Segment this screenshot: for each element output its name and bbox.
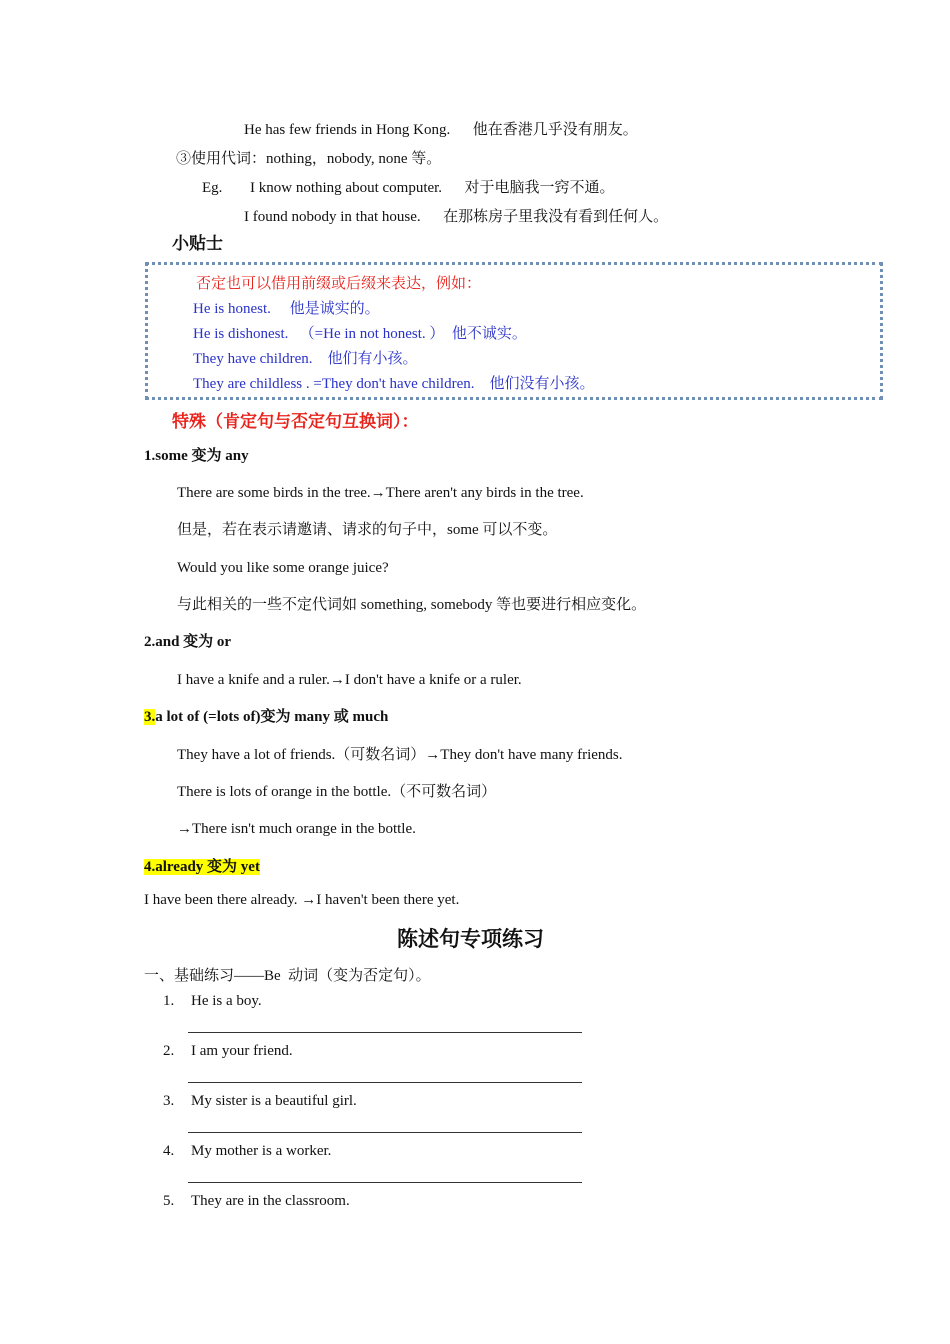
answer-blank[interactable] <box>188 1082 582 1083</box>
rule-heading-4 <box>144 857 260 877</box>
exercise-sentence: My mother is a worker. <box>191 1143 332 1159</box>
example-sentence: I found nobody in that house. 在那栋房子里我没有看到任何人。 <box>244 209 669 225</box>
tip-title: 小贴士 <box>172 234 223 254</box>
tip-example: He is honest. 他是诚实的。 <box>193 301 380 317</box>
tip-example: He is dishonest. （=He in not honest. ） 他不诚实。 <box>193 326 527 342</box>
special-heading: 特殊（肯定句与否定句互换词）： <box>172 412 419 432</box>
rule-line: 但是，若在表示请邀请、请求的句子中，some 可以不变。 <box>177 522 558 538</box>
example-sentence: He has few friends in Hong Kong. 他在香港几乎没有朋友。 <box>244 122 638 138</box>
tip-intro: 否定也可以借用前缀或后缀来表达，例如： <box>196 276 482 292</box>
exercise-sentence: My sister is a beautiful girl. <box>191 1093 357 1109</box>
rule-line: Would you like some orange juice? <box>177 560 389 576</box>
tip-example: They have children. 他们有小孩。 <box>193 351 418 367</box>
rule-line: They have a lot of friends.（可数名词）→They don't have many friends. <box>177 747 623 763</box>
exercise-number: 5. <box>163 1193 175 1209</box>
rule-pronouns: ③使用代词：nothing，nobody, none 等。 <box>176 151 442 167</box>
exercise-title: 陈述句专项练习 <box>397 927 544 951</box>
rule-heading-1: 1.some 变为 any <box>144 448 249 464</box>
rule-heading-2: 2.and 变为 or <box>144 634 232 650</box>
exercise-sentence: They are in the classroom. <box>191 1193 350 1209</box>
exercise-part-heading: 一、基础练习——Be 动词（变为否定句）。 <box>144 968 431 984</box>
exercise-sentence: He is a boy. <box>191 993 262 1009</box>
exercise-sentence: I am your friend. <box>191 1043 293 1059</box>
exercise-number: 3. <box>163 1093 175 1109</box>
answer-blank[interactable] <box>188 1032 582 1033</box>
rule-line: I have a knife and a ruler.→I don't have a knife or a ruler. <box>177 672 522 688</box>
rule-line: →There isn't much orange in the bottle. <box>177 821 416 837</box>
highlight-heading: 4.already 变为 yet <box>144 859 260 875</box>
eg-label: Eg. <box>202 180 223 196</box>
rule-heading-3 <box>144 707 388 727</box>
exercise-number: 1. <box>163 993 175 1009</box>
answer-blank[interactable] <box>188 1182 582 1183</box>
highlight-number: 3. <box>144 709 156 725</box>
rule-line: There are some birds in the tree.→There aren't any birds in the tree. <box>177 485 584 501</box>
rule-heading-3-text: a lot of (=lots of)变为 many 或 much <box>155 709 389 725</box>
exercise-number: 4. <box>163 1143 175 1159</box>
tip-example: They are childless . =They don't have children. 他们没有小孩。 <box>193 376 595 392</box>
example-sentence: I know nothing about computer. 对于电脑我一窍不通。 <box>250 180 615 196</box>
rule-line: I have been there already. →I haven't been there yet. <box>144 892 460 908</box>
rule-line: 与此相关的一些不定代词如 something, somebody 等也要进行相应变化。 <box>177 597 647 613</box>
rule-line: There is lots of orange in the bottle.（不可数名词） <box>177 784 497 800</box>
answer-blank[interactable] <box>188 1132 582 1133</box>
exercise-number: 2. <box>163 1043 175 1059</box>
